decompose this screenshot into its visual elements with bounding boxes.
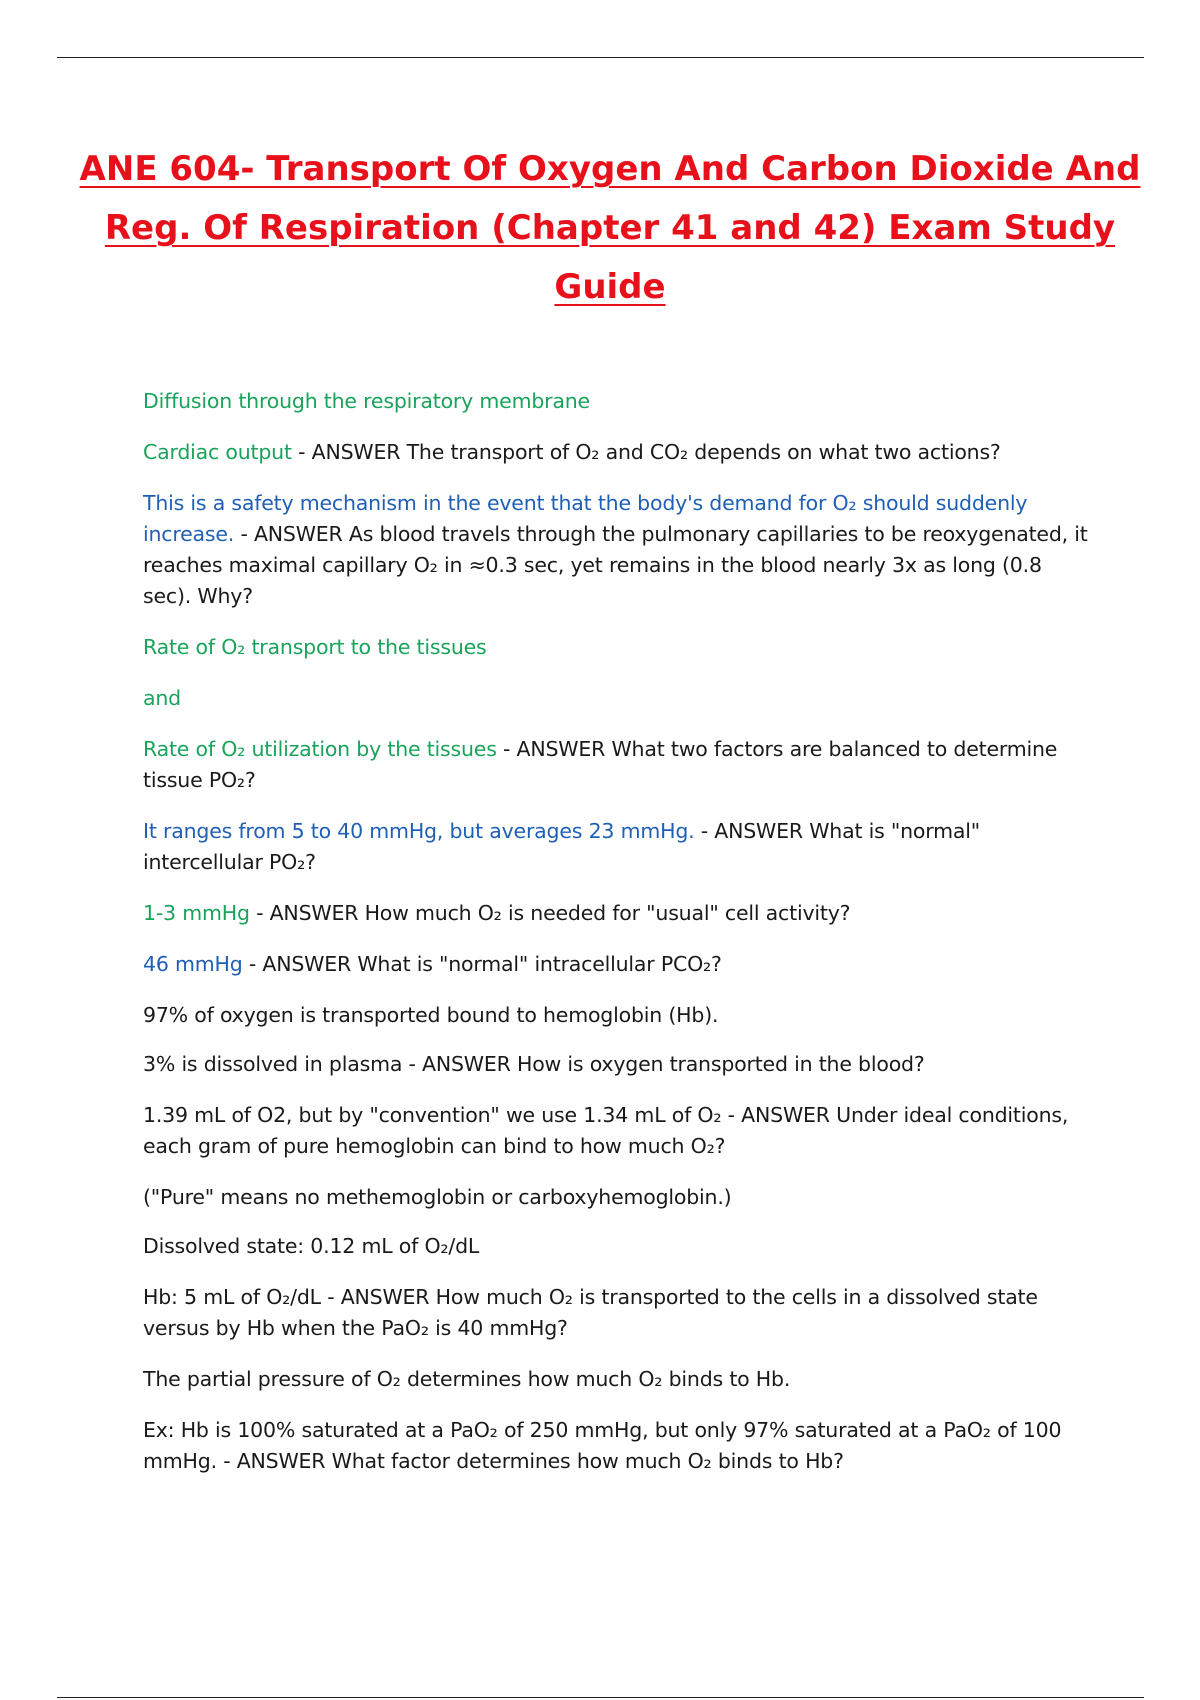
card-9 [143,1100,1093,1162]
body-text: Hb: 5 mL of O₂/dL - ANSWER How much O₂ is transported to the cells in a dissolved state versus by Hb when the PaO₂ is 40 mmHg? [143,1285,1038,1340]
question-text: - ANSWER The transport of O₂ and CO₂ depends on what two actions? [291,440,1001,464]
card-11a [143,1364,1093,1395]
answer-text: This is a safety mechanism in the event that the body's demand for O₂ should suddenly increase. [143,491,1028,546]
body-text: 97% of oxygen is transported bound to hemoglobin (Hb). [143,1003,719,1027]
document-title: ANE 604- Transport Of Oxygen And Carbon Dioxide And Reg. Of Respiration (Chapter 41 and 42) Exam Study Guide [79,149,1141,307]
card-10a [143,1231,1093,1262]
card-8b [143,1049,1093,1080]
card-5 [143,816,1093,878]
card-2 [143,437,1093,468]
card-9-note [143,1182,1093,1213]
card-1 [143,386,1093,417]
answer-text: Cardiac output [143,440,292,464]
answer-text: Rate of O₂ utilization by the tissues [143,737,497,761]
card-7 [143,949,1093,980]
body-text: Ex: Hb is 100% saturated at a PaO₂ of 250 mmHg, but only 97% saturated at a PaO₂ of 100 mmHg. - ANSWER What factor determines how much O₂ binds to Hb? [143,1418,1062,1473]
answer-text: Rate of O₂ transport to the tissues [143,635,487,659]
body-text: 1.39 mL of O2, but by "convention" we use 1.34 mL of O₂ - ANSWER Under ideal conditions, each gram of pure hemoglobin can bind to how much O₂? [143,1103,1069,1158]
answer-text: 46 mmHg [143,952,243,976]
top-rule [57,57,1144,58]
card-3 [143,488,1093,612]
body-text: ("Pure" means no methemoglobin or carboxyhemoglobin.) [143,1185,732,1209]
answer-text: Diffusion through the respiratory membrane [143,389,590,413]
question-text: - ANSWER As blood travels through the pulmonary capillaries to be reoxygenated, it reaches maximal capillary O₂ in ≈0.3 sec, yet remains in the blood nearly 3x as long (0.8 sec). Why? [143,522,1088,608]
answer-text: and [143,686,181,710]
body-text: Dissolved state: 0.12 mL of O₂/dL [143,1234,480,1258]
question-text: - ANSWER What two factors are balanced to determine tissue PO₂? [143,737,1058,792]
card-4b [143,683,1093,714]
question-text: - ANSWER How much O₂ is needed for "usual" cell activity? [249,901,851,925]
body-text: 3% is dissolved in plasma - ANSWER How is oxygen transported in the blood? [143,1052,925,1076]
answer-text: It ranges from 5 to 40 mmHg, but averages 23 mmHg. [143,819,695,843]
body-text: The partial pressure of O₂ determines how much O₂ binds to Hb. [143,1367,791,1391]
card-4c [143,734,1093,796]
bottom-rule [57,1697,1144,1698]
question-text: - ANSWER What is "normal" intercellular PO₂? [143,819,980,874]
card-11b [143,1415,1093,1477]
card-6 [143,898,1093,929]
card-8a [143,1000,1093,1031]
card-4a [143,632,1093,663]
study-guide-content [143,386,1093,1497]
card-10b [143,1282,1093,1344]
answer-text: 1-3 mmHg [143,901,250,925]
question-text: - ANSWER What is "normal" intracellular PCO₂? [242,952,722,976]
